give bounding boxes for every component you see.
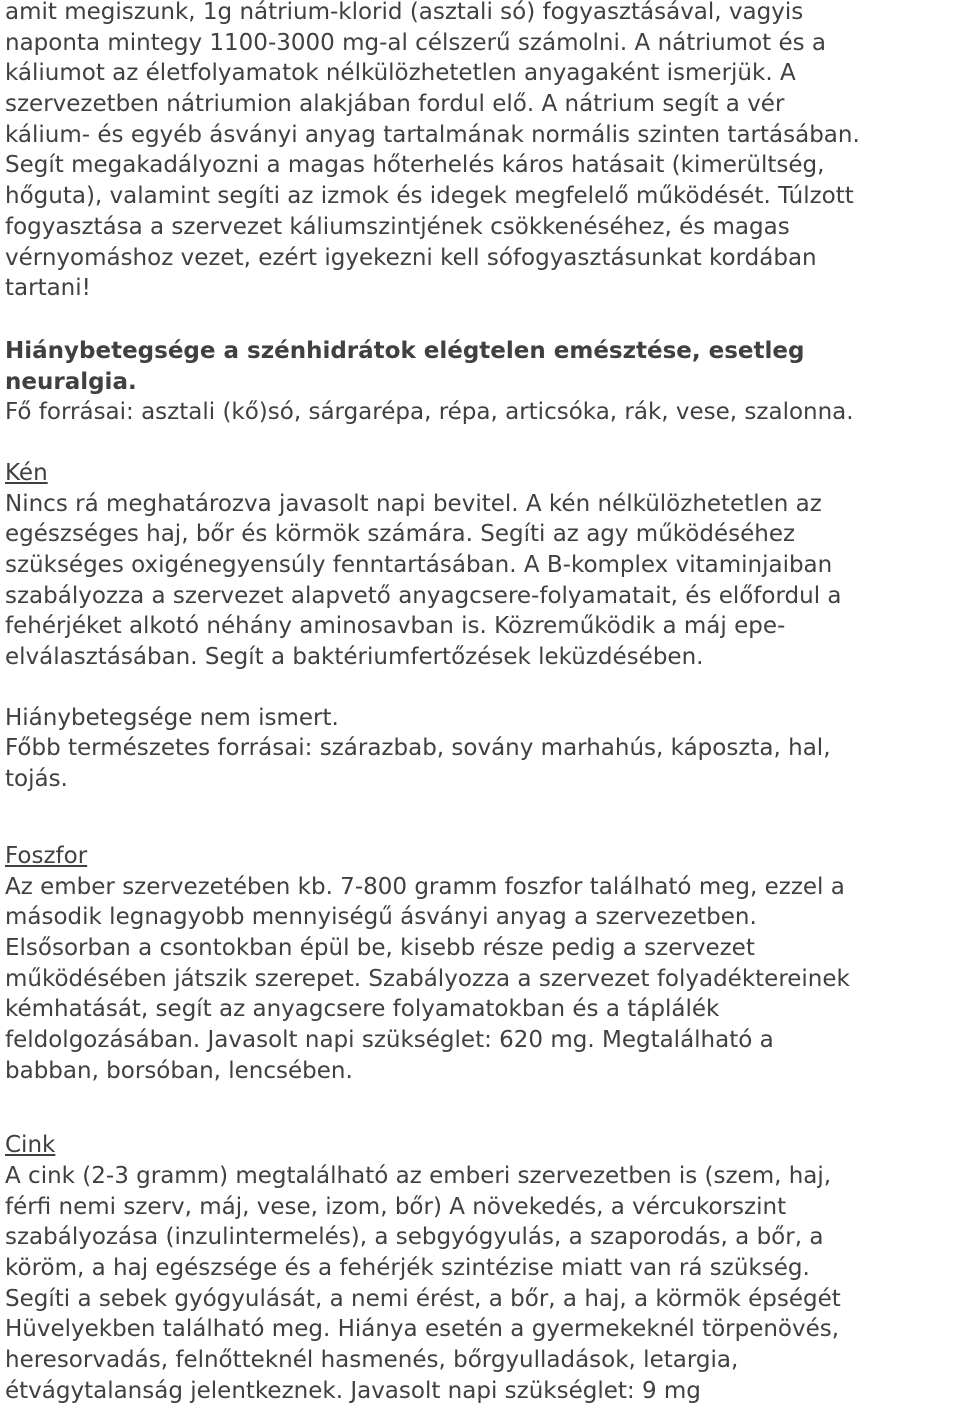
spacer (5, 428, 956, 458)
text-line: egészséges haj, bőr és körmök számára. Segíti az agy működéséhez (5, 521, 796, 548)
text-line: babban, borsóban, lencsében. (5, 1057, 353, 1084)
text-line: szervezetben nátriumion alakjában fordul elő. A nátrium segít a vér (5, 91, 785, 118)
text-line: Főbb természetes forrásai: szárazbab, sovány marhahús, káposzta, hal, (5, 735, 831, 762)
text-line: kálium- és egyéb ásványi anyag tartalmának normális szinten tartásában. (5, 121, 860, 148)
text-line: Segíti a sebek gyógyulását, a nemi érést, a bőr, a haj, a körmök épségét (5, 1285, 841, 1312)
foszfor-body (5, 872, 956, 1087)
natrium-sources: Fő forrásai: asztali (kő)só, sárgarépa, répa, articsóka, rák, vese, szalonna. (5, 399, 854, 426)
text-line: Nincs rá meghatározva javasolt napi bevitel. A kén nélkülözhetetlen az (5, 490, 822, 517)
text-line: Segít megakadályozni a magas hőterhelés káros hatásait (kimerültség, (5, 152, 825, 179)
text-line: szükséges oxigénegyensúly fenntartásában. A B-komplex vitaminjaiban (5, 552, 833, 578)
spacer (5, 1086, 956, 1130)
text-line: tartani! (5, 275, 91, 302)
cink-body (5, 1161, 956, 1407)
text-line: fogyasztása a szervezet káliumszintjének csökkenéséhez, és magas (5, 213, 790, 240)
text-line: köröm, a haj egészsége és a fehérjék szintézise miatt van rá szükség. (5, 1255, 810, 1282)
natrium-deficiency (5, 336, 956, 397)
text-line: Elsősorban a csontokban épül be, kisebb része pedig a szervezet (5, 934, 755, 961)
section-heading-ken: Kén (5, 459, 48, 486)
section-heading-foszfor: Foszfor (5, 842, 88, 869)
text-line: elválasztásában. Segít a baktériumfertőzések leküzdésében. (5, 644, 704, 671)
text-line: férfi nemi szerv, máj, vese, izom, bőr) A növekedés, a vércukorszint (5, 1193, 787, 1220)
text-line: Hüvelyekben található meg. Hiánya esetén a gyermekeknél törpenövés, (5, 1316, 840, 1343)
text-line: fehérjéket alkotó néhány aminosavban is. Közreműködik a máj epe- (5, 613, 786, 640)
text-line: káliumot az életfolyamatok nélkülözhetetlen anyagaként ismerjük. A (5, 60, 796, 87)
spacer (5, 304, 956, 336)
text-line: Hiánybetegsége a szénhidrátok elégtelen emésztése, esetleg (5, 337, 805, 364)
ken-deficiency: Hiánybetegsége nem ismert. (5, 704, 339, 731)
text-line: kémhatását, segít az anyagcsere folyamatokban és a táplálék (5, 996, 720, 1023)
text-line: heresorvadás, felnőtteknél hasmenés, bőrgyulladások, letargia, (5, 1347, 739, 1374)
text-line: működésében játszik szerepet. Szabályozza a szervezet folyadéktereinek (5, 965, 850, 992)
text-line: A cink (2-3 gramm) megtalálható az emberi szervezetben is (szem, haj, (5, 1163, 832, 1189)
natrium-intro-paragraph (5, 0, 956, 304)
spacer (5, 673, 956, 703)
text-line: feldolgozásában. Javasolt napi szükséglet: 620 mg. Megtalálható a (5, 1026, 774, 1053)
text-line: neuralgia. (5, 368, 137, 395)
text-line: vérnyomáshoz vezet, ezért igyekezni kell sófogyasztásunkat kordában (5, 244, 817, 271)
text-line: második legnagyobb mennyiségű ásványi anyag a szervezetben. (5, 904, 757, 931)
text-line: étvágytalanság jelentkeznek. Javasolt napi szükséglet: 9 mg (5, 1377, 701, 1404)
ken-sources (5, 733, 956, 794)
text-line: Az ember szervezetében kb. 7-800 gramm foszfor található meg, ezzel a (5, 873, 845, 900)
text-line: tojás. (5, 766, 68, 793)
text-line: szabályozása (inzulintermelés), a sebgyógyulás, a szaporodás, a bőr, a (5, 1224, 824, 1251)
text-line: szabályozza a szervezet alapvető anyagcsere-folyamatait, és előfordul a (5, 582, 842, 609)
text-line: amit megiszunk, 1g nátrium-klorid (asztali só) fogyasztásával, vagyis (5, 0, 804, 25)
spacer (5, 795, 956, 841)
section-heading-cink: Cink (5, 1132, 56, 1159)
text-line: naponta mintegy 1100-3000 mg-al célszerű számolni. A nátriumot és a (5, 29, 827, 56)
text-line: hőguta), valamint segíti az izmok és idegek megfelelő működését. Túlzott (5, 183, 854, 210)
ken-body (5, 489, 956, 673)
